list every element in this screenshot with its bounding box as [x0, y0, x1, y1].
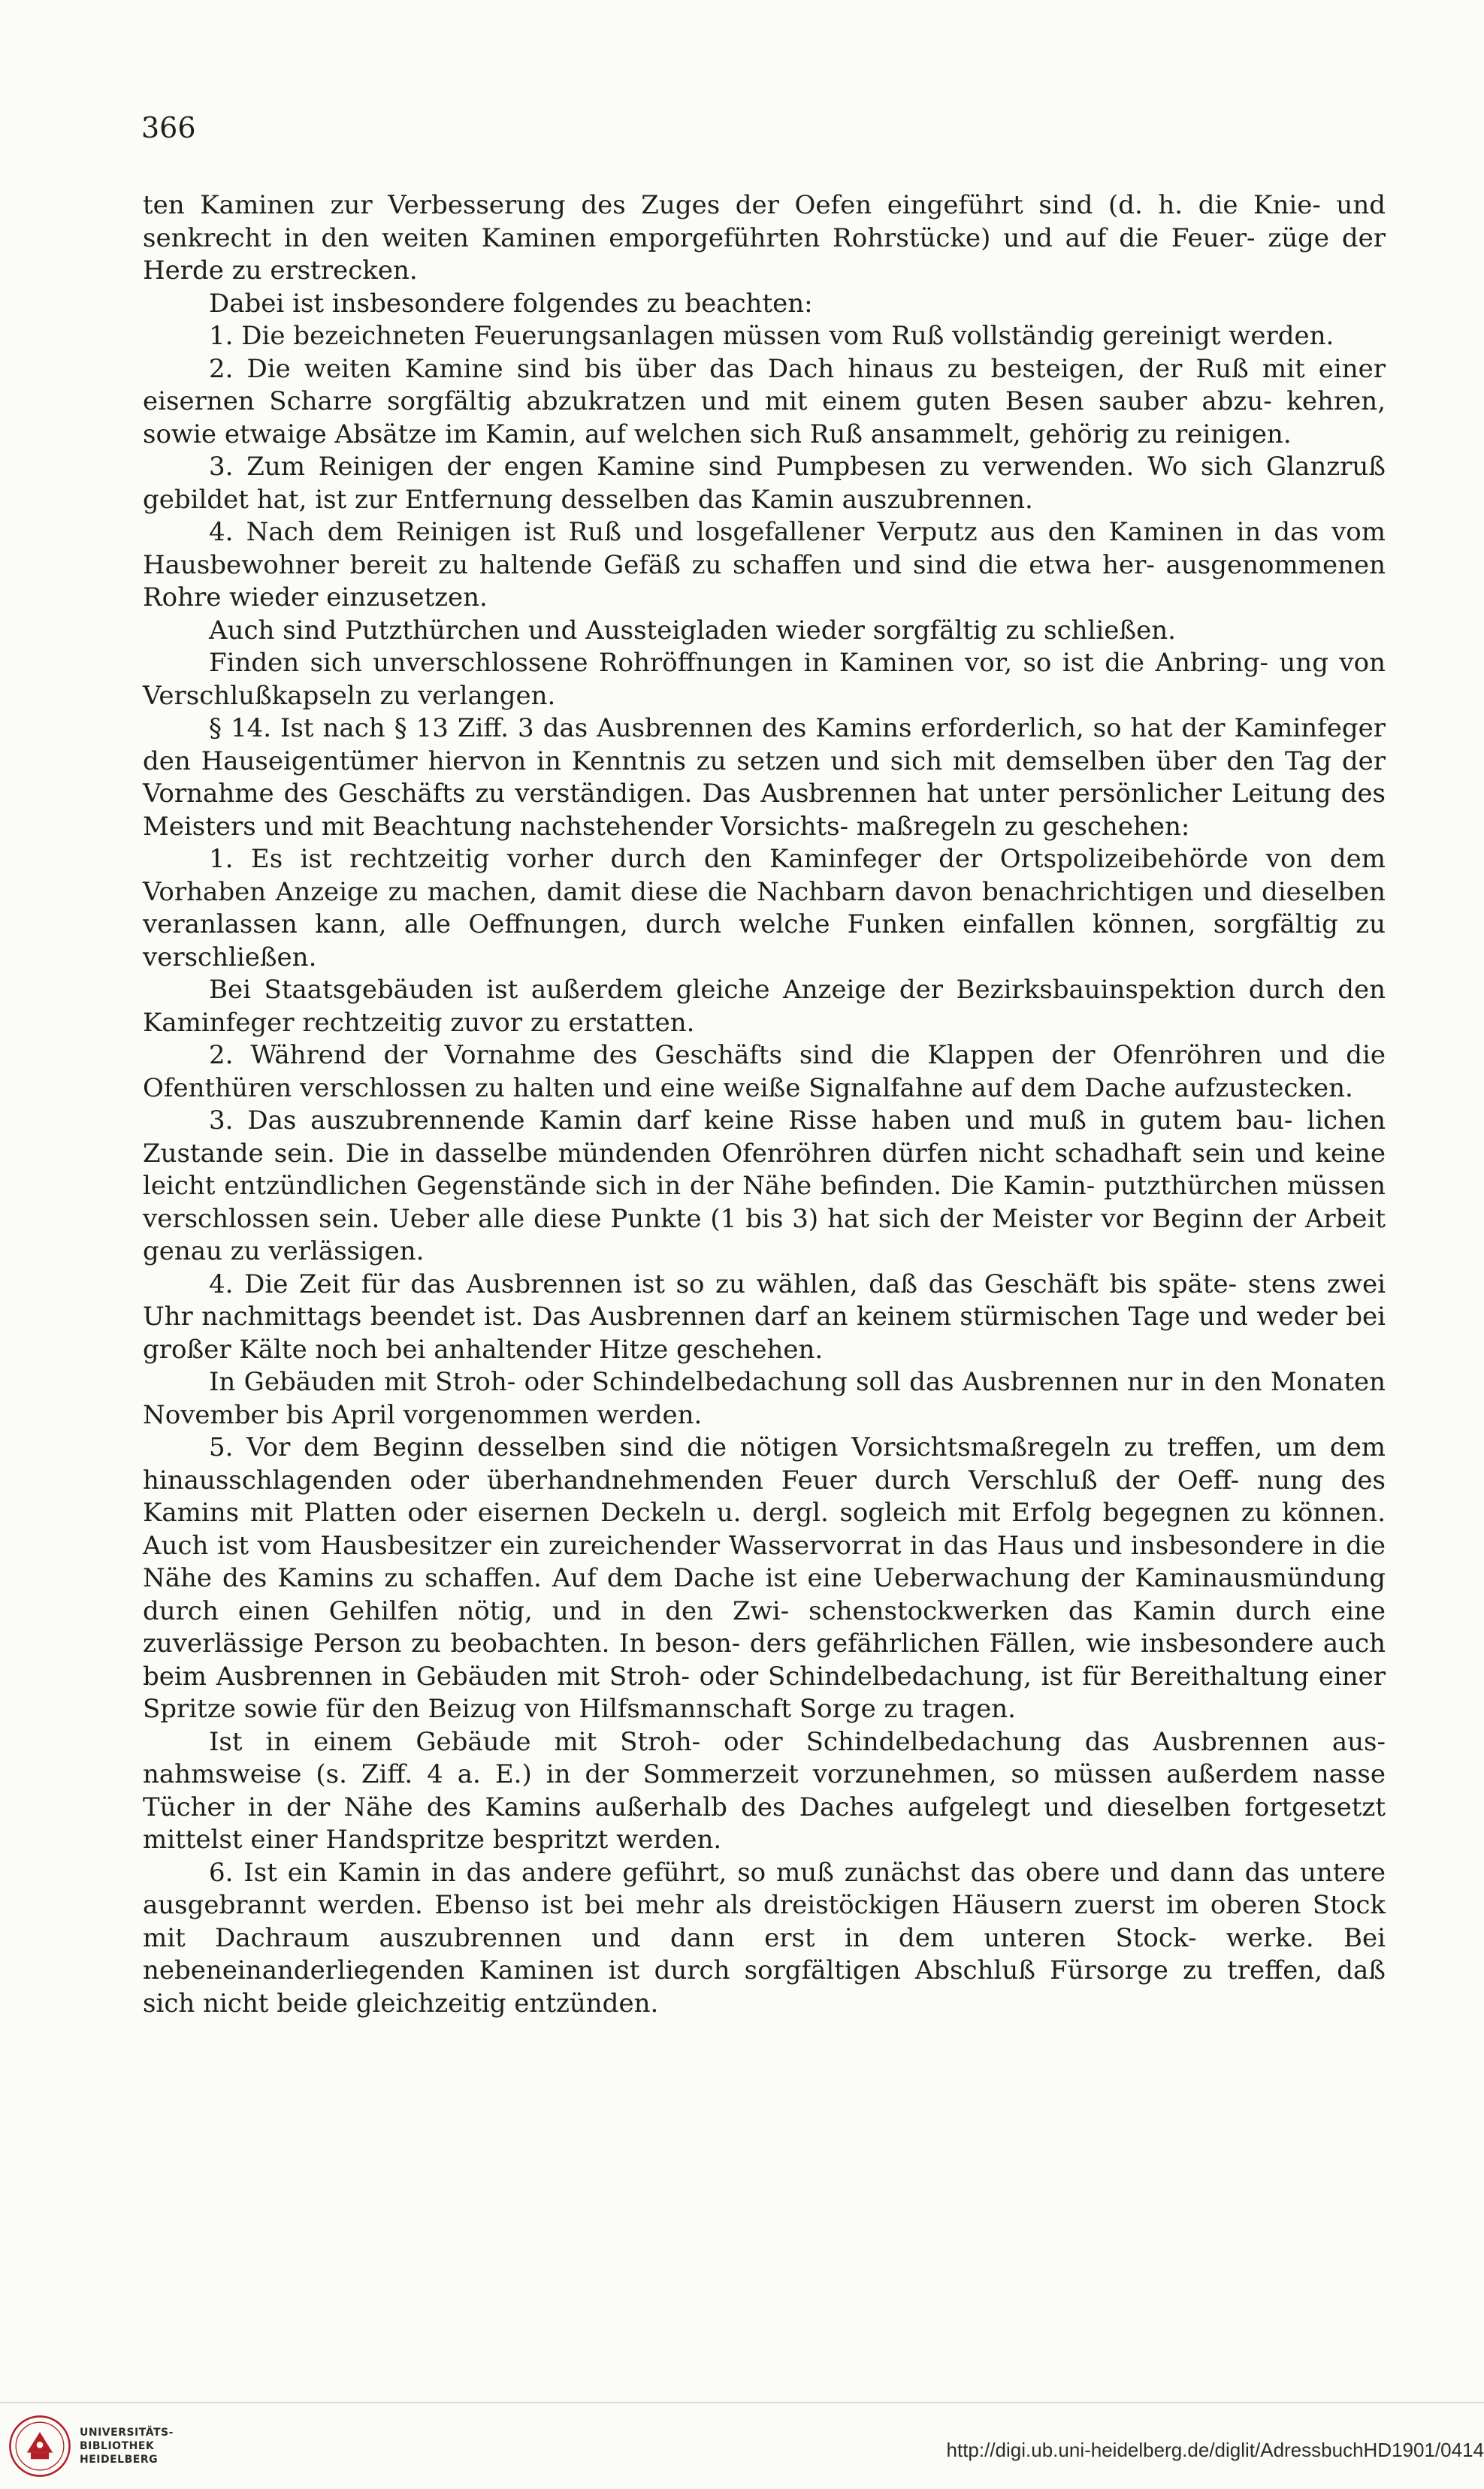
paragraph: Bei Staatsgebäuden ist außerdem gleiche Anzeige der Bezirksbauinspektion durch den Kaminfeger rechtzeitig zuvor zu erstatten. [143, 975, 1386, 1038]
logo-line: UNIVERSITÄTS- [80, 2427, 174, 2439]
body-text [143, 189, 1386, 2020]
paragraph: Auch sind Putzthürchen und Aussteigladen wieder sorgfältig zu schließen. [209, 615, 1176, 646]
paragraph: 2. Während der Vornahme des Geschäfts sind die Klappen der Ofenröhren und die Ofenthüren verschlossen zu halten und eine weiße Signalfahne auf dem Dache aufzustecken. [143, 1040, 1386, 1103]
page-number: 366 [141, 111, 196, 144]
paragraph: 6. Ist ein Kamin in das andere geführt, so muß zunächst das obere und dann das untere ausgebrannt werden. Ebenso ist bei mehr als dreistöckigen Häusern zuerst im oberen Stock mit Dachraum auszubrennen und dann erst in dem unteren Stock- werke. Bei nebeneinanderliegenden Kaminen ist durch sorgfältigen Abschluß Fürsorge zu treffen, daß sich nicht beide gleichzeitig entzünden. [143, 1857, 1386, 2019]
paragraph: 3. Zum Reinigen der engen Kamine sind Pumpbesen zu verwenden. Wo sich Glanzruß gebildet hat, ist zur Entfernung desselben das Kamin auszubrennen. [143, 452, 1386, 515]
source-url-link[interactable]: http://digi.ub.uni-heidelberg.de/diglit/AdressbuchHD1901/0414 [946, 2439, 1484, 2461]
paragraph: § 14. Ist nach § 13 Ziff. 3 das Ausbrennen des Kamins erforderlich, so hat der Kaminfeger den Hauseigentümer hiervon in Kenntnis zu setzen und sich mit demselben über den Tag der Vornahme des Geschäfts zu verständigen. Das Ausbrennen hat unter persönlicher Leitung des Meisters und mit Beachtung nachstehender Vorsichts- maßregeln zu geschehen: [143, 713, 1386, 842]
university-seal-icon [8, 2414, 72, 2478]
footer-divider [0, 2402, 1484, 2403]
logo-text [80, 2426, 174, 2466]
paragraph: 2. Die weiten Kamine sind bis über das Dach hinaus zu besteigen, der Ruß mit einer eisernen Scharre sorgfältig abzukratzen und mit einem guten Besen sauber abzu- kehren, sowie etwaige Absätze im Kamin, auf welchen sich Ruß ansammelt, gehörig zu reinigen. [143, 353, 1386, 449]
paragraph: 4. Nach dem Reinigen ist Ruß und losgefallener Verputz aus den Kaminen in das vom Hausbewohner bereit zu haltende Gefäß zu schaffen und sind die etwa her- ausgenommenen Rohre wieder einzusetzen. [143, 517, 1386, 612]
paragraph: 3. Das auszubrennende Kamin darf keine Risse haben und muß in gutem bau- lichen Zustande sein. Die in dasselbe mündenden Ofenröhren dürfen nicht schadhaft sein und keine leicht entzündlichen Gegenstände sich in der Nähe befinden. Die Kamin- putzthürchen müssen verschlossen sein. Ueber alle diese Punkte (1 bis 3) hat sich der Meister vor Beginn der Arbeit genau zu verlässigen. [143, 1105, 1386, 1266]
paragraph: 1. Es ist rechtzeitig vorher durch den Kaminfeger der Ortspolizeibehörde von dem Vorhaben Anzeige zu machen, damit diese die Nachbarn davon benachrichtigen und dieselben veranlassen kann, alle Oeffnungen, durch welche Funken einfallen können, sorgfältig zu verschließen. [143, 844, 1386, 972]
library-logo[interactable] [8, 2409, 195, 2484]
paragraph: Dabei ist insbesondere folgendes zu beachten: [209, 288, 813, 319]
paragraph: In Gebäuden mit Stroh- oder Schindelbedachung soll das Ausbrennen nur in den Monaten November bis April vorgenommen werden. [143, 1367, 1386, 1430]
paragraph: Ist in einem Gebäude mit Stroh- oder Schindelbedachung das Ausbrennen aus- nahmsweise (s. Ziff. 4 a. E.) in der Sommerzeit vorzunehmen, so müssen außerdem nasse Tücher in der Nähe des Kamins außerhalb des Daches aufgelegt und dieselben fortgesetzt mittelst einer Handspritze bespritzt werden. [143, 1726, 1386, 1855]
paragraph: 4. Die Zeit für das Ausbrennen ist so zu wählen, daß das Geschäft bis späte- stens zwei Uhr nachmittags beendet ist. Das Ausbrennen darf an keinem stürmischen Tage und weder bei großer Kälte noch bei anhaltender Hitze geschehen. [143, 1269, 1386, 1365]
paragraph: 5. Vor dem Beginn desselben sind die nötigen Vorsichtsmaßregeln zu treffen, um dem hinausschlagenden oder überhandnehmenden Feuer durch Verschluß der Oeff- nung des Kamins mit Platten oder eisernen Deckeln u. dergl. sogleich mit Erfolg begegnen zu können. Auch ist vom Hausbesitzer ein zureichender Wasservorrat in das Haus und insbesondere in die Nähe des Kamins zu schaffen. Auf dem Dache ist eine Ueberwachung der Kaminausmündung durch einen Gehilfen nötig, und in den Zwi- schenstockwerken das Kamin durch eine zuverlässige Person zu beobachten. In beson- ders gefährlichen Fällen, wie insbesondere auch beim Ausbrennen in Gebäuden mit Stroh- oder Schindelbedachung, ist für Bereithaltung einer Spritze sowie für den Beizug von Hilfsmannschaft Sorge zu tragen. [143, 1432, 1386, 1724]
logo-line: BIBLIOTHEK [80, 2440, 155, 2452]
paragraph: Finden sich unverschlossene Rohröffnungen in Kaminen vor, so ist die Anbring- ung von Verschlußkapseln zu verlangen. [143, 648, 1386, 711]
paragraph: ten Kaminen zur Verbesserung des Zuges der Oefen eingeführt sind (d. h. die Knie- und senkrecht in den weiten Kaminen emporgeführten Rohrstücke) und auf die Feuer- züge der Herde zu erstrecken. [143, 190, 1386, 286]
logo-line: HEIDELBERG [80, 2454, 159, 2466]
paragraph: 1. Die bezeichneten Feuerungsanlagen müssen vom Ruß vollständig gereinigt werden. [209, 321, 1334, 351]
